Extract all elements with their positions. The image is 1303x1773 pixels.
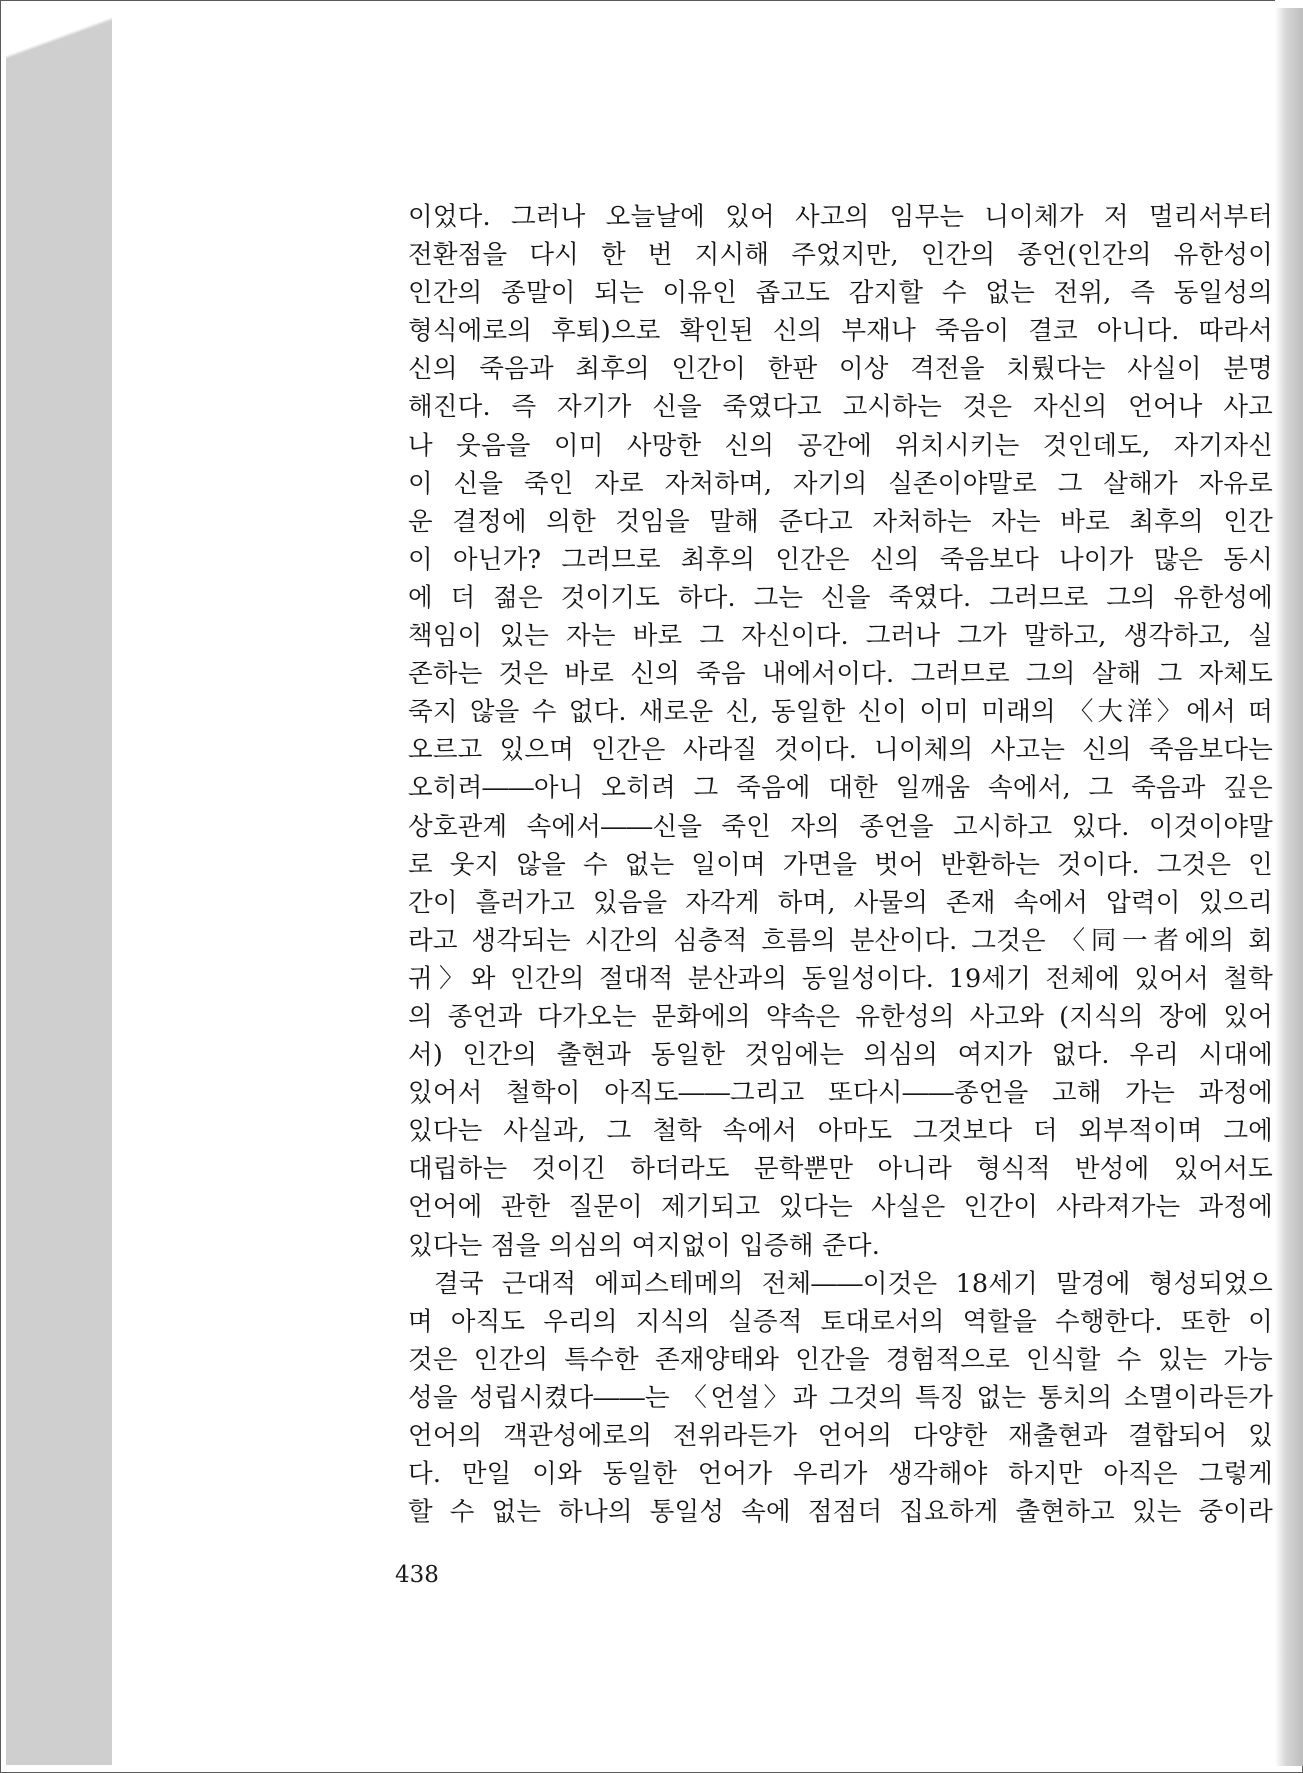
text-line: 며 아직도 우리의 지식의 실증적 토대로서의 역할을 수행한다. 또한 이 (408, 1306, 1273, 1337)
text-line: 오르고 있으며 인간은 사라질 것이다. 니이체의 사고는 신의 죽음보다는 (408, 735, 1273, 766)
text-line: 서) 인간의 출현과 동일한 것임에는 의심의 여지가 없다. 우리 시대에 (408, 1040, 1273, 1071)
text-line: 있다는 사실과, 그 철학 속에서 아마도 그것보다 더 외부적이며 그에 (408, 1116, 1273, 1147)
book-page (113, 8, 1273, 1766)
text-line: 언어의 객관성에로의 전위라든가 언어의 다양한 재출현과 결합되어 있 (408, 1421, 1273, 1451)
text-line: 할 수 없는 하나의 통일성 속에 점점더 집요하게 출현하고 있는 중이라 (408, 1497, 1273, 1528)
text-line: 신의 죽음과 최후의 인간이 한판 이상 격전을 치뤘다는 사실이 분명 (408, 354, 1273, 385)
text-line: 의 종언과 다가오는 문화에의 약속은 유한성의 사고와 (지식의 장에 있어 (408, 1001, 1273, 1032)
text-line: 라고 생각되는 시간의 심층적 흐름의 분산이다. 그것은 〈同一者에의 회 (408, 925, 1273, 956)
text-line: 상호관계 속에서――신을 죽인 자의 종언을 고시하고 있다. 이것이야말 (408, 811, 1273, 842)
text-line: 대립하는 것이긴 하더라도 문학뿐만 아니라 형식적 반성에 있어서도 (408, 1154, 1273, 1185)
text-line: 간이 흘러가고 있음을 자각게 하며, 사물의 존재 속에서 압력이 있으리 (408, 887, 1273, 918)
text-line: 귀〉와 인간의 절대적 분산과의 동일성이다. 19세기 전체에 있어서 철학 (408, 963, 1273, 994)
text-line: 죽지 않을 수 없다. 새로운 신, 동일한 신이 이미 미래의 〈大洋〉에서 떠 (408, 697, 1273, 728)
text-line: 오히려――아니 오히려 그 죽음에 대한 일깨움 속에서, 그 죽음과 깊은 (408, 773, 1273, 804)
book-edge (6, 60, 112, 1765)
text-line: 에 더 젊은 것이기도 하다. 그는 신을 죽였다. 그러므로 그의 유한성에 (408, 582, 1273, 613)
text-line: 전환점을 다시 한 번 지시해 주었지만, 인간의 종언(인간의 유한성이 (408, 240, 1273, 271)
text-line: 이 아닌가? 그러므로 최후의 인간은 신의 죽음보다 나이가 많은 동시 (408, 544, 1273, 575)
page-shadow (1275, 8, 1303, 1766)
text-line: 나 웃음을 이미 사망한 신의 공간에 위치시키는 것인데도, 자기자신 (408, 430, 1273, 461)
text-line: 해진다. 즉 자기가 신을 죽였다고 고시하는 것은 자신의 언어나 사고 (408, 392, 1273, 423)
text-line: 이었다. 그러나 오늘날에 있어 사고의 임무는 니이체가 저 멀리서부터 (408, 202, 1273, 232)
text-line: 이 신을 죽인 자로 자처하며, 자기의 실존이야말로 그 살해가 자유로 (408, 468, 1273, 499)
text-line: 존하는 것은 바로 신의 죽음 내에서이다. 그러므로 그의 살해 그 자체도 (408, 659, 1273, 690)
paragraph-start-line: 결국 근대적 에피스테메의 전체――이것은 18세기 말경에 형성되었으 (434, 1268, 1273, 1299)
text-line: 운 결정에 의한 것임을 말해 준다고 자처하는 자는 바로 최후의 인간 (408, 506, 1273, 537)
text-line: 성을 성립시켰다――는 〈언설〉과 그것의 특징 없는 통치의 소멸이라든가 (408, 1382, 1273, 1413)
text-line: 것은 인간의 특수한 존재양태와 인간을 경험적으로 인식할 수 있는 가능 (408, 1344, 1273, 1375)
book-edge-top (6, 8, 112, 68)
page-number: 438 (395, 1562, 439, 1588)
text-line: 로 웃지 않을 수 없는 일이며 가면을 벗어 반환하는 것이다. 그것은 인 (408, 849, 1273, 880)
text-line: 형식에로의 후퇴)으로 확인된 신의 부재나 죽음이 결코 아니다. 따라서 (408, 316, 1273, 347)
text-line: 인간의 종말이 되는 이유인 좁고도 감지할 수 없는 전위, 즉 동일성의 (408, 278, 1273, 309)
text-line: 다. 만일 이와 동일한 언어가 우리가 생각해야 하지만 아직은 그렇게 (408, 1459, 1273, 1490)
paragraph-end-line: 있다는 점을 의심의 여지없이 입증해 준다. (408, 1230, 880, 1261)
text-line: 책임이 있는 자는 바로 그 자신이다. 그러나 그가 말하고, 생각하고, 실 (408, 621, 1273, 652)
body-text (408, 198, 1273, 1531)
text-line: 있어서 철학이 아직도――그리고 또다시――종언을 고해 가는 과정에 (408, 1078, 1273, 1109)
text-line: 언어에 관한 질문이 제기되고 있다는 사실은 인간이 사라져가는 과정에 (408, 1192, 1273, 1223)
